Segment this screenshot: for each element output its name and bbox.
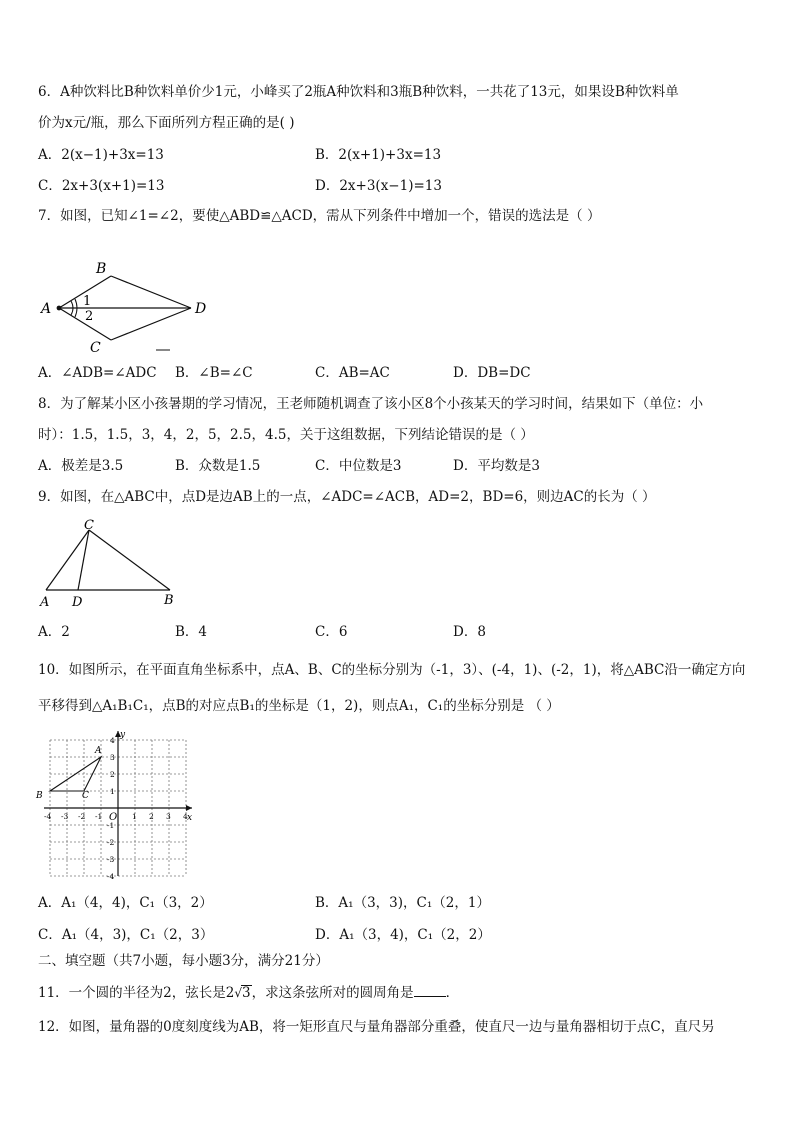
q11-sqrt-radicand: 3	[242, 985, 251, 1001]
q6-stem-line2: 价为x元/瓶，那么下面所列方程正确的是( )	[38, 115, 295, 131]
q10-coordinate-plane	[34, 728, 199, 880]
q10-y-tick-label: -1	[107, 821, 115, 830]
q7-option-b: B．∠B=∠C	[175, 365, 253, 381]
q10-x-tick-label: 2	[149, 812, 154, 821]
q7-label-c: C	[90, 340, 101, 356]
q9-label-a: A	[40, 595, 50, 610]
q8-stem-line2: 时）：1.5，1.5，3，4，2，5，2.5，4.5，关于这组数据，下列结论错误的是（ ）	[38, 427, 534, 443]
q9-label-c: C	[84, 518, 94, 533]
q10-point-a-label: A	[95, 746, 102, 756]
q6-option-c: C．2x+3(x+1)=13	[38, 178, 165, 194]
q6-option-a: A．2(x−1)+3x=13	[38, 147, 164, 163]
q10-option-d: D．A₁（3，4)，C₁（2，2）	[315, 927, 491, 943]
q10-x-tick-label: 4	[183, 812, 188, 821]
q10-y-tick-label: -2	[107, 838, 115, 847]
q10-y-tick-label: -4	[107, 872, 115, 880]
q10-y-tick-label: 3	[110, 753, 115, 762]
q9-stem: 9．如图，在△ABC中，点D是边AB上的一点，∠ADC=∠ACB，AD=2，BD=6，则边AC的长为（ ）	[38, 489, 656, 505]
q11-answer-blank[interactable]	[414, 984, 446, 997]
q10-stem-line2: 平移得到△A₁B₁C₁，点B的对应点B₁的坐标是（1，2)，则点A₁，C₁的坐标分别是 （ ）	[38, 698, 560, 714]
q10-option-c: C．A₁（4，3)，C₁（2，3）	[38, 927, 214, 943]
q7-figure-quadrilateral	[38, 258, 218, 358]
q10-x-tick-label: 1	[132, 812, 137, 821]
q10-x-tick-label: -4	[44, 812, 52, 821]
q8-option-d: D．平均数是3	[453, 458, 540, 474]
q10-x-tick-label: -1	[95, 812, 103, 821]
q7-option-a: A．∠ADB=∠ADC	[38, 365, 157, 381]
q10-y-tick-label: 4	[110, 736, 115, 745]
q11-text-end: ．	[445, 985, 460, 1001]
q8-option-b: B．众数是1.5	[175, 458, 261, 474]
q10-x-tick-label: 3	[166, 812, 171, 821]
q6-option-b: B．2(x+1)+3x=13	[315, 147, 442, 163]
q7-label-d: D	[195, 301, 207, 317]
q10-axis-x-label: x	[187, 813, 193, 823]
q9-figure-triangle	[34, 516, 194, 612]
q9-option-c: C．6	[315, 624, 348, 640]
q7-option-c: C．AB=AC	[315, 365, 390, 381]
q7-stem: 7．如图，已知∠1=∠2，要使△ABD≌△ACD，需从下列条件中增加一个，错误的选法是（ ）	[38, 208, 601, 224]
q10-triangle-abc	[50, 757, 101, 791]
q10-y-tick-label: 2	[110, 770, 115, 779]
q11-stem: 11．一个圆的半径为2，弦长是2√3，求这条弦所对的圆周角是 ．	[38, 985, 460, 1001]
q10-point-b-label: B	[36, 791, 43, 801]
q7-label-a: A	[41, 301, 52, 317]
q10-x-tick-label: -3	[61, 812, 69, 821]
q10-point-c-label: C	[82, 791, 89, 801]
q10-triangle-shape	[50, 757, 101, 791]
q10-y-tick-label: -3	[107, 855, 115, 864]
q10-y-tick-label: 1	[110, 787, 115, 796]
q7-option-d: D．DB=DC	[453, 365, 531, 381]
q10-option-b: B．A₁（3，3)，C₁（2，1）	[315, 895, 490, 911]
q8-option-c: C．中位数是3	[315, 458, 402, 474]
q11-text-post: ，求这条弦所对的圆周角是	[251, 985, 414, 1001]
q9-label-b: B	[164, 593, 174, 608]
q9-option-b: B．4	[175, 624, 208, 640]
q8-stem-line1: 8．为了解某小区小孩暑期的学习情况，王老师随机调查了该小区8个小孩某天的学习时间，结果如下（单位：小	[38, 396, 704, 412]
q10-axis-y-label: y	[120, 730, 126, 740]
q9-label-d: D	[72, 595, 83, 610]
q7-angle-2: 2	[85, 309, 94, 324]
q10-x-tick-label: -2	[78, 812, 86, 821]
q10-option-a: A．A₁（4，4)，C₁（3，2）	[38, 895, 213, 911]
q6-stem-line1: 6．A种饮料比B种饮料单价少1元，小峰买了2瓶A种饮料和3瓶B种饮料，一共花了13元，如果设B种饮料单	[38, 84, 679, 100]
q11-text-pre: 11．一个圆的半径为2，弦长是2	[38, 985, 235, 1001]
section-2-heading: 二、填空题（共7小题，每小题3分，满分21分）	[38, 953, 329, 969]
q10-stem-line1: 10．如图所示，在平面直角坐标系中，点A、B、C的坐标分别为（-1，3）、(-4，1)、(-2，1)，将△ABC沿一确定方向	[38, 662, 746, 678]
q9-option-d: D．8	[453, 624, 486, 640]
q7-angle-1: 1	[83, 294, 92, 309]
q12-stem-line1: 12．如图，量角器的0度刻度线为AB，将一矩形直尺与量角器部分重叠，使直尺一边与量角器相切于点C，直尺另	[38, 1019, 715, 1035]
q8-option-a: A．极差是3.5	[38, 458, 124, 474]
q7-label-b: B	[96, 261, 107, 277]
q6-option-d: D．2x+3(x−1)=13	[315, 178, 442, 194]
q9-option-a: A．2	[38, 624, 70, 640]
q10-origin-label: O	[109, 812, 118, 823]
